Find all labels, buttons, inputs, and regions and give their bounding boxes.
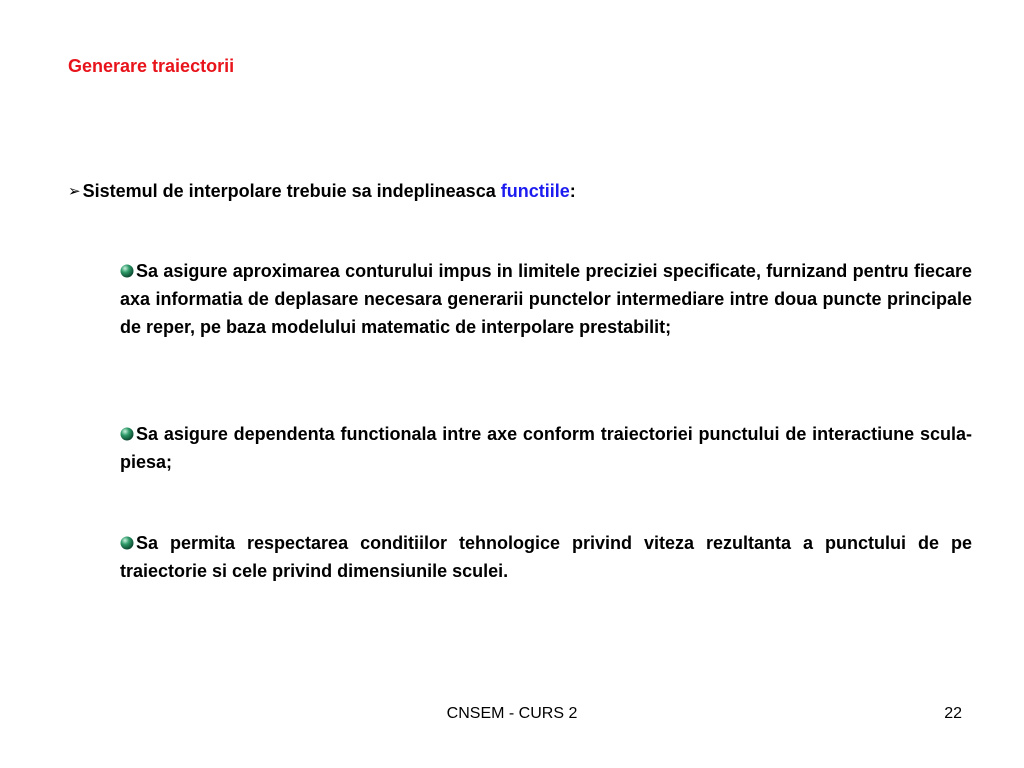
list-item-text: Sa asigure aproximarea conturului impus in limitele preciziei specificate, furnizand pentru fiecare axa informatia de deplasare necesara generarii punctelor intermediare intre doua puncte principale de reper, pe baza modelului matematic de interpolare prestabilit; — [120, 261, 972, 337]
lead-highlight: functiile — [500, 181, 570, 201]
sphere-bullet-icon — [120, 536, 134, 550]
slide-title: Generare traiectorii — [68, 56, 235, 76]
list-item — [120, 257, 972, 341]
arrow-bullet-icon: ➢ — [68, 183, 81, 200]
sphere-bullet-icon — [120, 427, 134, 441]
page-number: 22 — [944, 705, 962, 722]
lead-text: Sistemul de interpolare trebuie sa indeplineasca — [82, 181, 501, 201]
footer-course-label: CNSEM - CURS 2 — [446, 705, 578, 722]
lead-paragraph — [68, 179, 576, 204]
list-item-text: Sa asigure dependenta functionala intre axe conform traiectoriei punctului de interactiune scula-piesa; — [120, 424, 972, 472]
list-item — [120, 420, 972, 476]
list-item-text: Sa permita respectarea conditiilor tehnologice privind viteza rezultanta a punctului de pe traiectorie si cele privind dimensiunile sculei. — [120, 533, 972, 581]
list-item — [120, 529, 972, 585]
sphere-bullet-icon — [120, 264, 134, 278]
lead-suffix: : — [569, 181, 576, 201]
